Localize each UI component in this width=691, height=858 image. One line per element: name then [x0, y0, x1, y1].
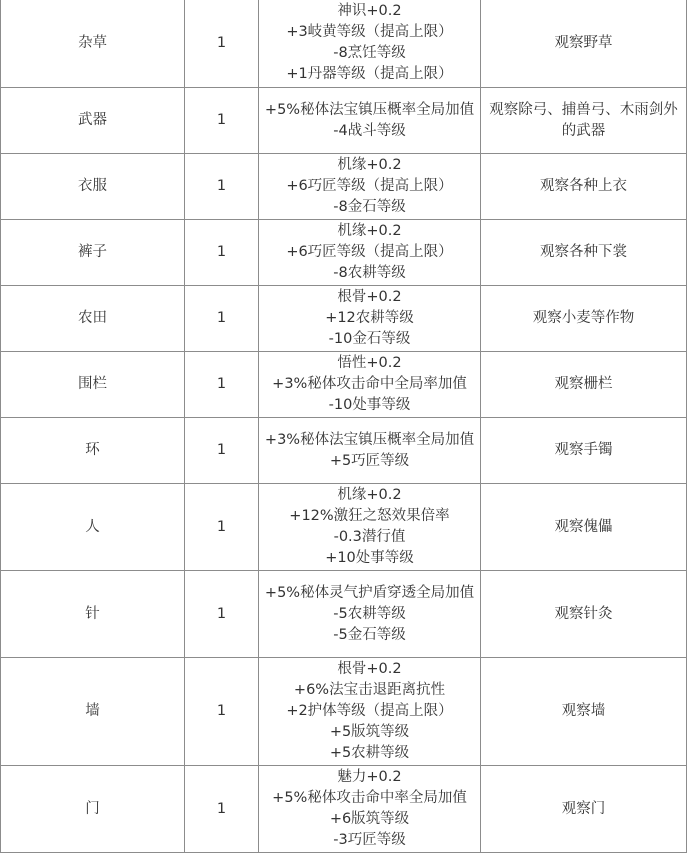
effect-line: +3%秘体法宝镇压概率全局加值: [264, 431, 475, 448]
effect-line: -8烹饪等级: [333, 45, 406, 61]
effect-line: 机缘+0.2: [337, 157, 402, 173]
effect-line: +6巧匠等级（提高上限）: [286, 178, 453, 194]
effect-line: 根骨+0.2: [337, 661, 402, 677]
count-cell: 1: [185, 418, 259, 484]
effects-cell: [259, 766, 481, 853]
item-name-cell: 衣服: [1, 154, 185, 220]
effect-line: 神识+0.2: [337, 3, 402, 19]
effect-line: -0.3潜行值: [333, 529, 406, 545]
method-cell: 观察墙: [481, 658, 687, 766]
item-name-cell: 武器: [1, 88, 185, 154]
effect-line: +6%法宝击退距离抗性: [293, 682, 446, 698]
effects-cell: [259, 88, 481, 154]
effect-line: +12农耕等级: [325, 310, 414, 326]
effect-line: -10处事等级: [328, 397, 411, 413]
table-row: [1, 484, 687, 571]
count-cell: 1: [185, 352, 259, 418]
table-row: [1, 88, 687, 154]
effect-line: 魅力+0.2: [337, 769, 402, 785]
count-cell: 1: [185, 154, 259, 220]
effects-cell: [259, 286, 481, 352]
table-row: [1, 0, 687, 88]
count-cell: 1: [185, 571, 259, 658]
count-cell: 1: [185, 220, 259, 286]
effect-line: -8农耕等级: [333, 265, 406, 281]
count-cell: 1: [185, 88, 259, 154]
item-name-cell: 人: [1, 484, 185, 571]
item-name-cell: 裤子: [1, 220, 185, 286]
effect-line: 机缘+0.2: [337, 487, 402, 503]
table-row: [1, 766, 687, 853]
effects-cell: [259, 658, 481, 766]
item-name-cell: 围栏: [1, 352, 185, 418]
method-cell: 观察栅栏: [481, 352, 687, 418]
effects-cell: [259, 571, 481, 658]
effect-line: +6版筑等级: [329, 811, 410, 827]
table-row: [1, 658, 687, 766]
count-cell: 1: [185, 286, 259, 352]
method-cell: 观察手镯: [481, 418, 687, 484]
effects-cell: [259, 418, 481, 484]
effect-line: +5%秘体攻击命中率全局加值: [272, 790, 467, 806]
effect-line: -5金石等级: [333, 626, 406, 643]
method-cell: 观察傀儡: [481, 484, 687, 571]
effect-line: +2护体等级（提高上限）: [286, 703, 453, 719]
effect-line: -3巧匠等级: [333, 832, 406, 848]
effect-line: -10金石等级: [328, 331, 411, 347]
method-cell: 观察各种下裳: [481, 220, 687, 286]
effect-line: +5巧匠等级: [329, 452, 410, 469]
table-row: [1, 418, 687, 484]
items-table-body: [1, 0, 687, 853]
effect-line: +5%秘体灵气护盾穿透全局加值: [264, 584, 475, 601]
effect-line: +10处事等级: [325, 550, 414, 566]
effect-line: +5%秘体法宝镇压概率全局加值: [264, 101, 475, 118]
effect-line: +6巧匠等级（提高上限）: [286, 244, 453, 260]
effect-line: +5版筑等级: [329, 724, 410, 740]
method-cell: 观察针灸: [481, 571, 687, 658]
effect-line: +1丹器等级（提高上限）: [286, 66, 453, 82]
item-name-cell: 针: [1, 571, 185, 658]
effect-line: +3岐黄等级（提高上限）: [286, 24, 453, 40]
table-row: [1, 220, 687, 286]
method-cell: 观察门: [481, 766, 687, 853]
effect-line: 机缘+0.2: [337, 223, 402, 239]
item-name-cell: 墙: [1, 658, 185, 766]
effects-cell: [259, 220, 481, 286]
effect-line: -8金石等级: [333, 199, 406, 215]
count-cell: 1: [185, 484, 259, 571]
item-name-cell: 杂草: [1, 0, 185, 88]
method-cell: 观察除弓、捕兽弓、木雨剑外的武器: [481, 88, 687, 154]
table-row: [1, 154, 687, 220]
effect-line: -4战斗等级: [333, 122, 406, 139]
effect-line: +12%激狂之怒效果倍率: [289, 508, 450, 524]
item-name-cell: 门: [1, 766, 185, 853]
method-cell: 观察野草: [481, 0, 687, 88]
count-cell: 1: [185, 0, 259, 88]
effects-cell: [259, 352, 481, 418]
count-cell: 1: [185, 658, 259, 766]
item-name-cell: 农田: [1, 286, 185, 352]
effects-cell: [259, 154, 481, 220]
item-name-cell: 环: [1, 418, 185, 484]
effects-cell: [259, 0, 481, 88]
effect-line: 根骨+0.2: [337, 289, 402, 305]
effect-line: -5农耕等级: [333, 605, 406, 622]
effect-line: +5农耕等级: [329, 745, 410, 761]
count-cell: 1: [185, 766, 259, 853]
table-row: [1, 286, 687, 352]
effect-line: +3%秘体攻击命中全局率加值: [272, 376, 467, 392]
method-cell: 观察小麦等作物: [481, 286, 687, 352]
table-row: [1, 352, 687, 418]
method-cell: 观察各种上衣: [481, 154, 687, 220]
effects-cell: [259, 484, 481, 571]
table-row: [1, 571, 687, 658]
effect-line: 悟性+0.2: [337, 355, 402, 371]
